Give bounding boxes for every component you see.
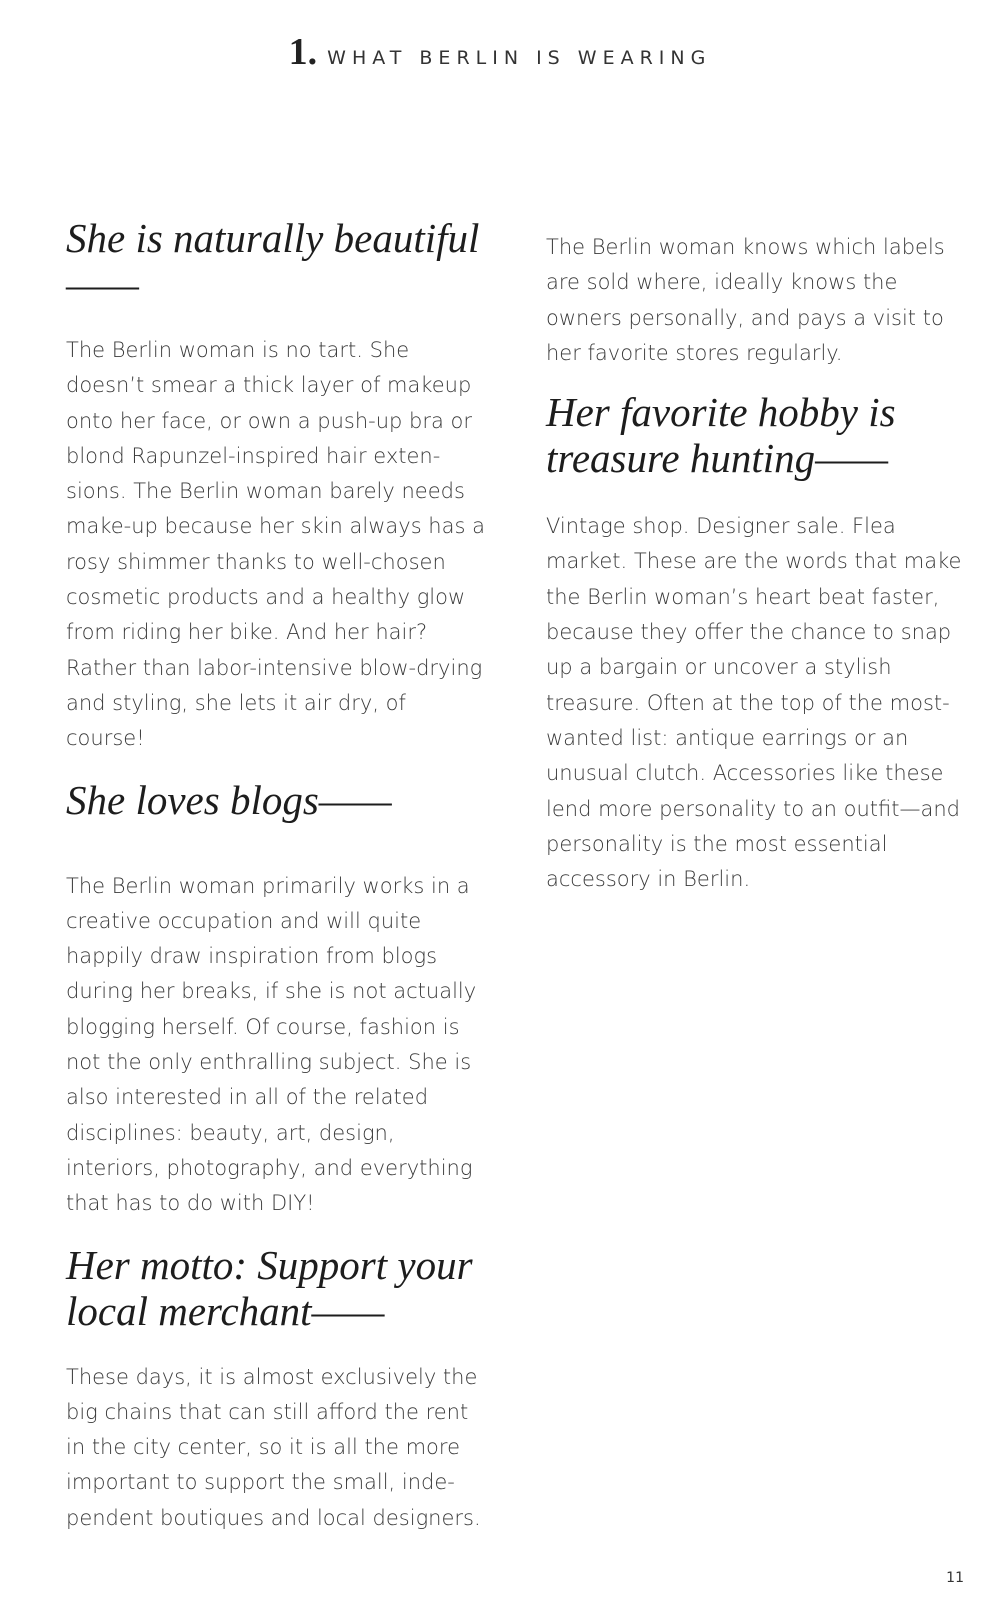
- section-heading-support-local: Her motto: Support your local merchant——: [66, 1241, 473, 1334]
- section-body-treasure-hunting: Vintage shop. Designer sale. Flea market. These are the words that make the Berlin woman’s heart beat faster, because they offer the chance to snap up a bargain or uncover a stylish treasure. Often at the top of the most-wanted list: antique earrings or an unusual clutch. Accessories like these lend more personality to an outfit—and personality is the most essential accessory in Berlin.: [546, 514, 962, 892]
- right-column: [546, 230, 966, 897]
- section-heading-loves-blogs: She loves blogs——: [66, 776, 392, 823]
- page-number: 11: [946, 1570, 964, 1586]
- section-body-loves-blogs: The Berlin woman primarily works in a creative occupation and will quite happily draw inspiration from blogs during her breaks, if she is not actually blogging herself. Of course, fashion is not the only enthralling subject. She is also interested in all of the related disciplines: beauty, art, design, interiors, photography, and everything that has to do with DIY!: [66, 873, 477, 1216]
- chapter-title: WHAT BERLIN IS WEARING: [327, 47, 712, 69]
- chapter-number: 1.: [288, 31, 318, 73]
- section-heading-naturally-beautiful: She is naturally beautiful——: [66, 215, 480, 307]
- intro-paragraph-labels: The Berlin woman knows which labels are sold where, ideally knows the owners personally, and pays a visit to her favorite stores regularly.: [546, 235, 945, 365]
- section-body-naturally-beautiful: The Berlin woman is no tart. She doesn’t smear a thick layer of makeup onto her face, or own a push-up bra or blond Rapunzel-inspired hair exten-sions. The Berlin woman barely needs make-up because her skin always has a rosy shimmer thanks to well-chosen cosmetic products and a healthy glow from riding her bike. And her hair? Rather than labor-intensive blow-drying and styling, she lets it air dry, of course!: [66, 338, 485, 751]
- left-column: [66, 215, 486, 1536]
- section-body-support-local: These days, it is almost exclusively the big chains that can still afford the rent in the city center, so it is all the more important to support the small, inde-pendent boutiques and local designers.: [66, 1364, 481, 1530]
- section-heading-treasure-hunting: Her favorite hobby is treasure hunting——: [546, 389, 896, 482]
- running-header: [0, 30, 1000, 74]
